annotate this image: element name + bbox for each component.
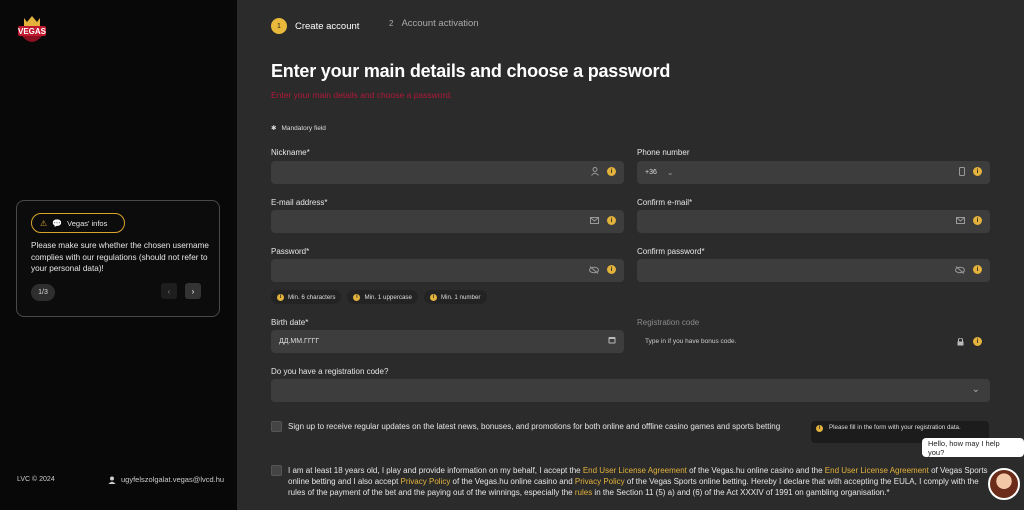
registration-question-label: Do you have a registration code? <box>271 367 389 376</box>
calendar-icon[interactable] <box>608 336 616 344</box>
terms-part: of the Vegas.hu online casino and the <box>686 466 825 475</box>
info-icon: i <box>353 294 360 301</box>
privacy-casino-link[interactable]: Privacy Policy <box>400 477 451 487</box>
footer-email: ugyfelszolgalat.vegas@lvcd.hu <box>121 475 225 484</box>
info-icon[interactable]: i <box>973 337 982 346</box>
step-account-activation <box>389 18 479 29</box>
phone-prefix[interactable]: +36 <box>645 169 657 176</box>
info-icon[interactable]: i <box>607 167 616 176</box>
registration-code-hint: Type in if you have bonus code. <box>645 338 737 345</box>
registration-code-label: Registration code <box>637 318 700 327</box>
infos-card <box>16 200 220 317</box>
footer-copyright: LVC © 2024 <box>17 476 55 483</box>
rule-label: Min. 1 number <box>440 293 481 301</box>
terms-text <box>288 465 990 499</box>
footer-email-link[interactable] <box>108 475 224 484</box>
privacy-sports-link[interactable]: Privacy Policy <box>574 477 625 487</box>
terms-part: of the Vegas Sports online betting. Hereby I declare that with accepting the EULA, I comply with the rules of the payment of the bet and the paying out of the winnings, especially the <box>288 477 979 498</box>
terms-part: of the Vegas.hu online casino and <box>450 477 575 487</box>
confirm-email-label: Confirm e-mail* <box>637 198 693 207</box>
info-icon: i <box>816 425 823 432</box>
phone-input[interactable] <box>637 161 990 184</box>
mail-icon <box>956 217 965 224</box>
registration-code-select[interactable] <box>271 379 990 402</box>
nickname-input[interactable] <box>271 161 624 184</box>
terms-part: I am at least 18 years old, I play and provide information on my behalf, I accept the <box>288 466 583 475</box>
infos-pill-label: Vegas' infos <box>67 218 108 228</box>
step-2-label: Account activation <box>401 18 479 29</box>
terms-checkbox[interactable] <box>271 465 282 476</box>
info-icon[interactable]: i <box>607 216 616 225</box>
info-icon[interactable]: i <box>973 216 982 225</box>
chevron-down-icon[interactable]: ⌄ <box>666 167 674 177</box>
birth-date-input[interactable] <box>271 330 624 353</box>
infos-text: Please make sure whether the chosen username complies with our regulations (should not refer to your personal data)! <box>31 241 209 273</box>
mandatory-note <box>271 124 326 132</box>
chat-greeting-bubble[interactable]: Hello, how may I help you? <box>922 438 1024 457</box>
warning-icon: ⚠ <box>40 218 48 228</box>
vegas-logo[interactable] <box>16 14 48 48</box>
toast-text: Please fill in the form with your registration data. <box>829 424 961 431</box>
rule-number <box>424 290 487 304</box>
info-icon[interactable]: i <box>607 265 616 274</box>
step-2-number: 2 <box>389 19 394 28</box>
registration-code-icons <box>957 337 982 346</box>
confirm-email-input[interactable] <box>637 210 990 233</box>
confirm-password-label: Confirm password* <box>637 247 705 256</box>
eula-casino-link[interactable]: End User License Agreement <box>582 466 687 475</box>
page-title: Enter your main details and choose a password <box>271 61 671 81</box>
birth-date-placeholder: ДД.ММ.ГГГГ <box>279 338 320 345</box>
confirm-password-input[interactable] <box>637 259 990 282</box>
password-label: Password* <box>271 247 310 256</box>
mail-icon <box>590 217 599 224</box>
password-input[interactable] <box>271 259 624 282</box>
user-icon <box>108 476 116 484</box>
phone-label: Phone number <box>637 148 690 157</box>
infos-pager: 1/3 <box>31 284 55 301</box>
info-icon: i <box>277 294 284 301</box>
birth-date-label: Birth date* <box>271 318 309 327</box>
chevron-left-icon: ‹ <box>167 286 171 296</box>
chat-avatar[interactable] <box>988 468 1020 500</box>
mandatory-text: Mandatory field <box>281 124 326 132</box>
user-icon <box>591 167 599 176</box>
page-subtitle: Enter your main details and choose a password. <box>271 90 453 100</box>
newsletter-text: Sign up to receive regular updates on the latest news, bonuses, and promotions for both online and offline casino games and sports betting <box>288 422 781 431</box>
info-icon[interactable]: i <box>973 265 982 274</box>
terms-part: in the Section 11 (5) a) and (6) of the Act XXXIV of 1991 on gambling organisation.* <box>592 488 890 498</box>
eula-sports-link[interactable]: End User License Agreement <box>824 466 929 475</box>
terms-part: of Vegas Sports online betting and I also accept <box>288 466 988 487</box>
rule-min-chars <box>271 290 341 304</box>
infos-pill <box>31 213 125 233</box>
lock-icon <box>957 338 964 346</box>
prev-info-button[interactable] <box>161 283 177 299</box>
info-icon: i <box>430 294 437 301</box>
sidebar <box>0 0 237 510</box>
step-create-account <box>271 18 359 34</box>
chat-icon: 💬 <box>52 218 63 228</box>
step-1-number: 1 <box>271 18 287 34</box>
eye-off-icon[interactable] <box>955 266 965 274</box>
rules-link[interactable]: rules <box>574 488 593 498</box>
step-1-label: Create account <box>295 20 360 32</box>
password-rules <box>271 290 487 304</box>
chevron-down-icon: ⌄ <box>971 384 980 395</box>
email-input[interactable] <box>271 210 624 233</box>
logo-text: VEGAS <box>17 27 47 36</box>
eye-off-icon[interactable] <box>589 266 599 274</box>
phone-icon <box>959 167 965 176</box>
rule-label: Min. 6 characters <box>288 293 336 301</box>
rule-uppercase <box>347 290 417 304</box>
chevron-right-icon: › <box>191 286 195 296</box>
email-label: E-mail address* <box>271 198 328 207</box>
newsletter-checkbox[interactable] <box>271 421 282 432</box>
next-info-button[interactable] <box>185 283 201 299</box>
info-icon[interactable]: i <box>973 167 982 176</box>
nickname-label: Nickname* <box>271 148 310 157</box>
asterisk-icon: ✱ <box>271 125 277 132</box>
rule-label: Min. 1 uppercase <box>364 293 412 301</box>
